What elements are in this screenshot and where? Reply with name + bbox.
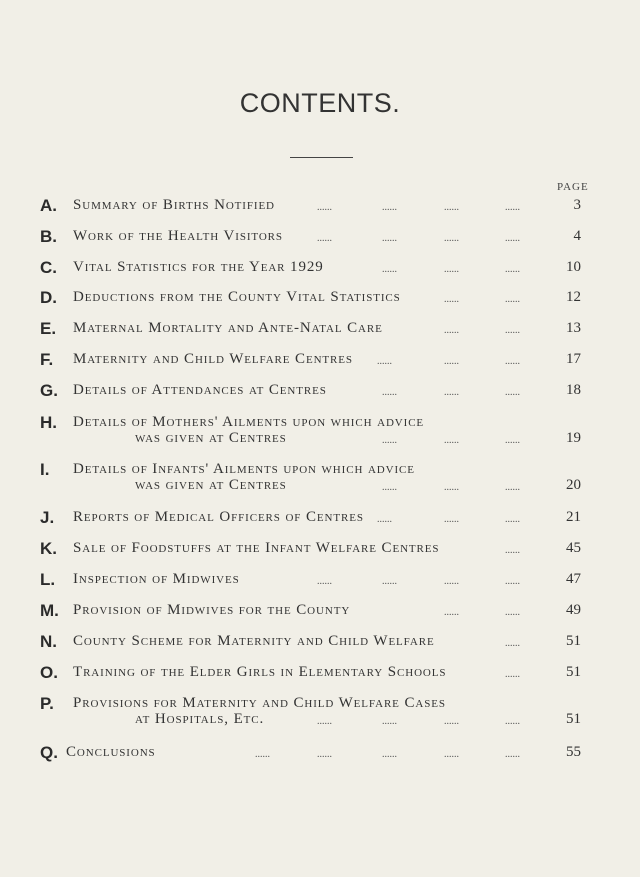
leader-dots: ...... bbox=[444, 387, 459, 398]
leader-dots: ...... bbox=[505, 716, 520, 727]
entry-title-continued: was given at Centres bbox=[135, 430, 287, 446]
entry-title: County Scheme for Maternity and Child Welfare bbox=[73, 633, 435, 649]
leader-dots: ...... bbox=[444, 514, 459, 525]
entry-page: 51 bbox=[566, 633, 581, 649]
entry-title: Training of the Elder Girls in Elementary Schools bbox=[73, 664, 447, 680]
leader-dots: ...... bbox=[444, 435, 459, 446]
leader-dots: ...... bbox=[505, 514, 520, 525]
entry-title: Provision of Midwives for the County bbox=[73, 602, 351, 618]
entry-title: Maternal Mortality and Ante-Natal Care bbox=[73, 320, 383, 336]
entry-page: 45 bbox=[566, 540, 581, 556]
entry-page: 19 bbox=[566, 430, 581, 446]
entry-title: Provisions for Maternity and Child Welfare Cases bbox=[73, 695, 446, 711]
page-column-header: PAGE bbox=[557, 181, 589, 193]
leader-dots: ...... bbox=[444, 233, 459, 244]
entry-letter: I. bbox=[40, 460, 50, 479]
entry-page: 18 bbox=[566, 382, 581, 398]
leader-dots: ...... bbox=[382, 387, 397, 398]
entry-letter: H. bbox=[40, 413, 57, 432]
leader-dots: ...... bbox=[255, 749, 270, 760]
entry-title-continued: was given at Centres bbox=[135, 477, 287, 493]
entry-letter: O. bbox=[40, 663, 58, 682]
entry-page: 21 bbox=[566, 509, 581, 525]
entry-letter: L. bbox=[40, 570, 56, 589]
leader-dots: ...... bbox=[444, 264, 459, 275]
leader-dots: ...... bbox=[505, 387, 520, 398]
entry-letter: J. bbox=[40, 508, 55, 527]
entry-title: Vital Statistics for the Year 1929 bbox=[73, 259, 324, 275]
leader-dots: ...... bbox=[505, 638, 520, 649]
leader-dots: ...... bbox=[444, 294, 459, 305]
entry-page: 55 bbox=[566, 744, 581, 760]
leader-dots: ...... bbox=[317, 576, 332, 587]
entry-title: Reports of Medical Officers of Centres bbox=[73, 509, 364, 525]
leader-dots: ...... bbox=[382, 716, 397, 727]
entry-letter: F. bbox=[40, 350, 54, 369]
entry-letter: P. bbox=[40, 694, 54, 713]
leader-dots: ...... bbox=[444, 356, 459, 367]
leader-dots: ...... bbox=[444, 607, 459, 618]
entry-letter: M. bbox=[40, 601, 59, 620]
leader-dots: ...... bbox=[317, 233, 332, 244]
entry-letter: A. bbox=[40, 196, 57, 215]
page-title: CONTENTS. bbox=[239, 88, 401, 118]
entry-page: 51 bbox=[566, 664, 581, 680]
leader-dots: ...... bbox=[505, 325, 520, 336]
leader-dots: ...... bbox=[505, 264, 520, 275]
leader-dots: ...... bbox=[382, 576, 397, 587]
leader-dots: ...... bbox=[382, 435, 397, 446]
entry-letter: C. bbox=[40, 258, 57, 277]
entry-page: 4 bbox=[573, 228, 581, 244]
leader-dots: ...... bbox=[505, 749, 520, 760]
entry-title-continued: at Hospitals, Etc. bbox=[135, 711, 265, 727]
leader-dots: ...... bbox=[377, 514, 392, 525]
entry-page: 51 bbox=[566, 711, 581, 727]
entry-letter: E. bbox=[40, 319, 57, 338]
entry-title: Sale of Foodstuffs at the Infant Welfare Centres bbox=[73, 540, 440, 556]
leader-dots: ...... bbox=[505, 356, 520, 367]
entry-title: Work of the Health Visitors bbox=[73, 228, 283, 244]
entry-page: 20 bbox=[566, 477, 581, 493]
entry-page: 47 bbox=[566, 571, 581, 587]
leader-dots: ...... bbox=[317, 202, 332, 213]
leader-dots: ...... bbox=[505, 545, 520, 556]
leader-dots: ...... bbox=[382, 264, 397, 275]
leader-dots: ...... bbox=[444, 482, 459, 493]
entry-page: 49 bbox=[566, 602, 581, 618]
entry-letter: N. bbox=[40, 632, 57, 651]
entry-title: Details of Attendances at Centres bbox=[73, 382, 327, 398]
leader-dots: ...... bbox=[382, 233, 397, 244]
entry-title: Details of Infants' Ailments upon which advice bbox=[73, 461, 415, 477]
entry-title: Deductions from the County Vital Statistics bbox=[73, 289, 401, 305]
entry-title: Inspection of Midwives bbox=[73, 571, 240, 587]
entry-letter: B. bbox=[40, 227, 57, 246]
entry-letter: Q. bbox=[40, 743, 58, 762]
entry-page: 13 bbox=[566, 320, 581, 336]
leader-dots: ...... bbox=[505, 576, 520, 587]
leader-dots: ...... bbox=[382, 202, 397, 213]
leader-dots: ...... bbox=[444, 325, 459, 336]
leader-dots: ...... bbox=[444, 576, 459, 587]
leader-dots: ...... bbox=[317, 716, 332, 727]
leader-dots: ...... bbox=[382, 749, 397, 760]
leader-dots: ...... bbox=[317, 749, 332, 760]
leader-dots: ...... bbox=[444, 202, 459, 213]
entry-title: Details of Mothers' Ailments upon which advice bbox=[73, 414, 425, 430]
leader-dots: ...... bbox=[382, 482, 397, 493]
leader-dots: ...... bbox=[505, 294, 520, 305]
entry-letter: K. bbox=[40, 539, 57, 558]
entry-title: Conclusions bbox=[66, 744, 156, 760]
leader-dots: ...... bbox=[377, 356, 392, 367]
leader-dots: ...... bbox=[505, 435, 520, 446]
leader-dots: ...... bbox=[505, 233, 520, 244]
entry-letter: D. bbox=[40, 288, 57, 307]
leader-dots: ...... bbox=[505, 607, 520, 618]
entry-page: 17 bbox=[566, 351, 581, 367]
leader-dots: ...... bbox=[444, 749, 459, 760]
entry-title: Maternity and Child Welfare Centres bbox=[73, 351, 353, 367]
leader-dots: ...... bbox=[444, 716, 459, 727]
leader-dots: ...... bbox=[505, 669, 520, 680]
entry-title: Summary of Births Notified bbox=[73, 197, 275, 213]
entry-letter: G. bbox=[40, 381, 58, 400]
entry-page: 12 bbox=[566, 289, 581, 305]
entry-page: 10 bbox=[566, 259, 581, 275]
leader-dots: ...... bbox=[505, 482, 520, 493]
entry-page: 3 bbox=[573, 197, 581, 213]
title-rule bbox=[290, 157, 353, 158]
leader-dots: ...... bbox=[505, 202, 520, 213]
